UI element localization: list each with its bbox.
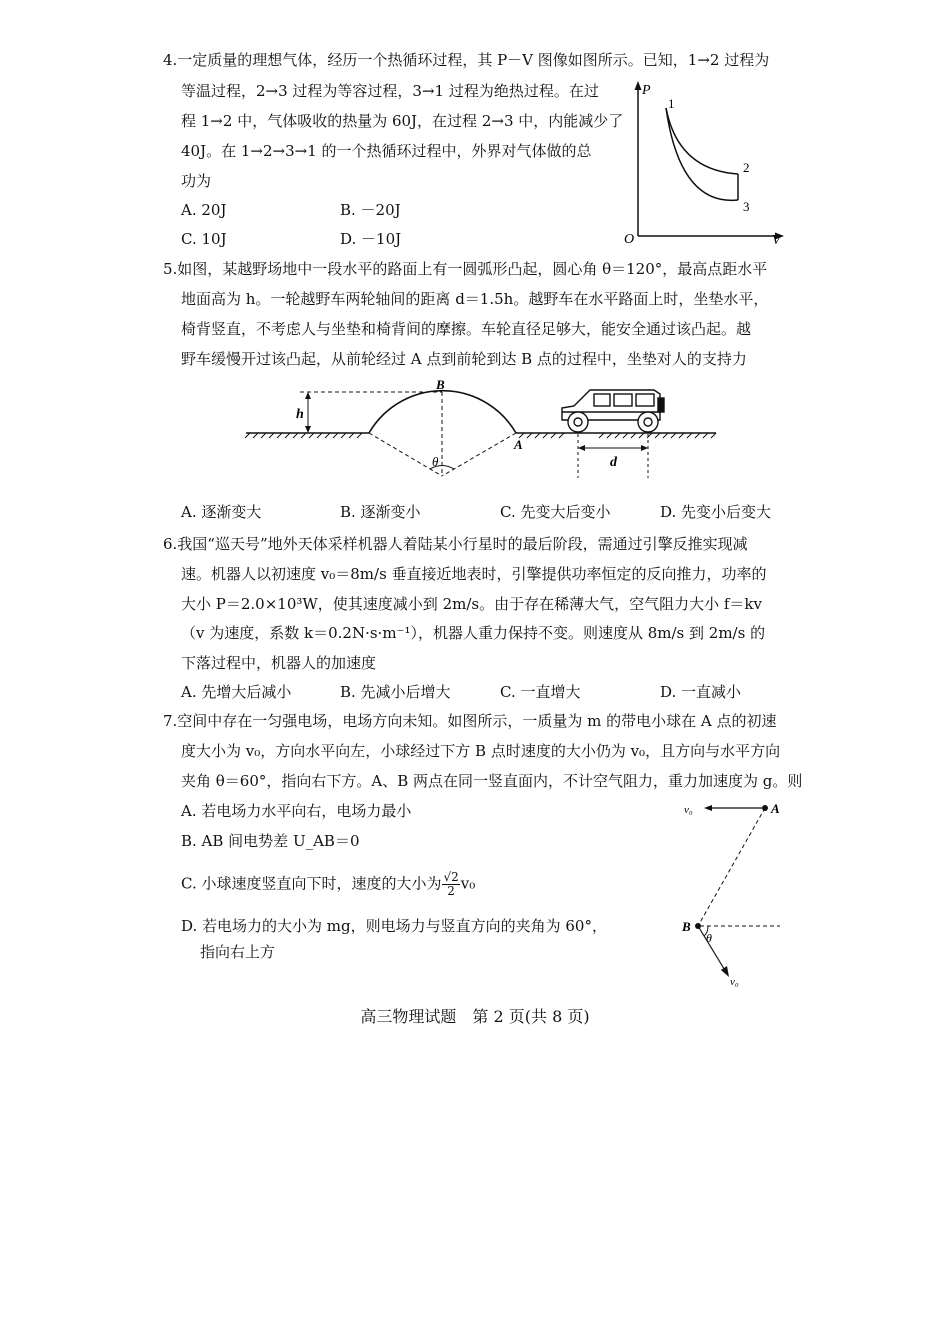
q7-option-c-text: C. 小球速度竖直向下时，速度的大小为 <box>181 874 442 893</box>
q7-line-2: 度大小为 v₀，方向水平向左，小球经过下方 B 点时速度的大小仍为 v₀，且方向与水平方向 <box>181 742 781 760</box>
fraction-numerator: √2 <box>443 870 459 884</box>
origin-label: O <box>624 232 635 247</box>
q7-option-c-unit: v₀ <box>460 874 476 893</box>
q6-option-c[interactable]: C. 一直增大 <box>500 683 581 701</box>
q5-option-d[interactable]: D. 先变小后变大 <box>660 503 772 521</box>
v0-top-label: v₀ <box>684 804 693 816</box>
point-b-label: B <box>682 919 691 934</box>
page-footer: 高三物理试题 第 2 页(共 8 页) <box>360 1007 590 1026</box>
theta-label: θ <box>706 931 712 945</box>
q7-option-d[interactable]: D. 若电场力的大小为 mg，则电场力与竖直方向的夹角为 60°， <box>181 917 607 935</box>
q5-option-a[interactable]: A. 逐渐变大 <box>181 503 262 521</box>
q7-option-b[interactable]: B. AB 间电势差 U_AB＝0 <box>181 832 360 850</box>
q4-line-3: 程 1→2 中，气体吸收的热量为 60J，在过程 2→3 中，内能减少了 <box>181 112 624 130</box>
q6-line-5: 下落过程中，机器人的加速度 <box>181 654 377 672</box>
p-axis-label: P <box>642 83 651 98</box>
v-axis-label: V <box>772 233 781 248</box>
point-1-label: 1 <box>668 96 675 111</box>
theta-label: θ <box>432 454 439 469</box>
point-a-label: A <box>514 437 523 452</box>
point-2-label: 2 <box>743 160 750 175</box>
hump-arc <box>369 391 516 433</box>
q6-option-a[interactable]: A. 先增大后减小 <box>181 683 292 701</box>
q4-option-b[interactable]: B. －20J <box>340 201 401 219</box>
q7-option-a[interactable]: A. 若电场力水平向右，电场力最小 <box>181 802 412 820</box>
q4-line-2: 等温过程，2→3 过程为等容过程，3→1 过程为绝热过程。在过 <box>181 82 599 100</box>
v0-bottom-label: v₀ <box>730 976 739 988</box>
q5-option-c[interactable]: C. 先变大后变小 <box>500 503 611 521</box>
point-3-label: 3 <box>743 199 750 214</box>
d-label: d <box>610 455 617 470</box>
q5-line-2: 地面高为 h。一轮越野车两轮轴间的距离 d＝1.5h。越野车在水平路面上时，坐垫水平， <box>181 290 769 308</box>
point-b-label: B <box>436 380 445 392</box>
q7-line-3: 夹角 θ＝60°，指向右下方。A、B 两点在同一竖直面内，不计空气阻力，重力加速度为 g。则 <box>181 772 803 790</box>
q6-line-4: （v 为速度，系数 k＝0.2N·s·m⁻¹），机器人重力保持不变。则速度从 8m/s 到 2m/s 的 <box>181 624 766 642</box>
q5-line-1: 5.如图，某越野场地中一段水平的路面上有一圆弧形凸起，圆心角 θ＝120°，最高点距水平 <box>163 260 768 278</box>
q4-option-d[interactable]: D. －10J <box>340 230 402 248</box>
jeep-icon <box>562 390 664 432</box>
q6-option-b[interactable]: B. 先减小后增大 <box>340 683 451 701</box>
q4-option-a[interactable]: A. 20J <box>181 201 227 219</box>
q7-option-d-cont: 指向右上方 <box>200 943 276 961</box>
adiabatic-curve-3-1 <box>666 108 738 200</box>
point-a-label: A <box>771 801 780 816</box>
q4-line-4: 40J。在 1→2→3→1 的一个热循环过程中，外界对气体做的总 <box>181 142 592 160</box>
h-label: h <box>296 407 304 422</box>
isothermal-curve-1-2 <box>666 108 738 174</box>
fraction <box>442 871 459 898</box>
q5-line-3: 椅背竖直，不考虑人与坐垫和椅背间的摩擦。车轮直径足够大，能安全通过该凸起。越 <box>181 320 752 338</box>
q6-line-3: 大小 P＝2.0×10³W，使其速度减小到 2m/s。由于存在稀薄大气，空气阻力大小 f＝kv <box>181 595 762 613</box>
q5-line-4: 野车缓慢开过该凸起，从前轮经过 A 点到前轮到达 B 点的过程中，坐垫对人的支持力 <box>181 350 747 368</box>
hump-diagram <box>244 380 720 490</box>
q5-option-b[interactable]: B. 逐渐变小 <box>340 503 421 521</box>
q4-option-c[interactable]: C. 10J <box>181 230 227 248</box>
q7-line-1: 7.空间中存在一匀强电场，电场方向未知。如图所示，一质量为 m 的带电小球在 A 点的初速 <box>163 712 777 730</box>
q6-option-d[interactable]: D. 一直减小 <box>660 683 742 701</box>
q4-line-1: 4.一定质量的理想气体，经历一个热循环过程，其 P－V 图像如图所示。已知，1→2 过程为 <box>163 51 770 69</box>
field-diagram <box>680 795 790 995</box>
pv-diagram <box>622 78 792 250</box>
fraction-denominator: 2 <box>447 884 455 898</box>
q6-line-2: 速。机器人以初速度 v₀＝8m/s 垂直接近地表时，引擎提供功率恒定的反向推力，功率的 <box>181 565 767 583</box>
q7-option-c[interactable] <box>181 871 475 898</box>
q4-line-5: 功为 <box>181 172 212 190</box>
q6-line-1: 6.我国“巡天号”地外天体采样机器人着陆某小行星时的最后阶段，需通过引擎反推实现减 <box>163 535 748 553</box>
